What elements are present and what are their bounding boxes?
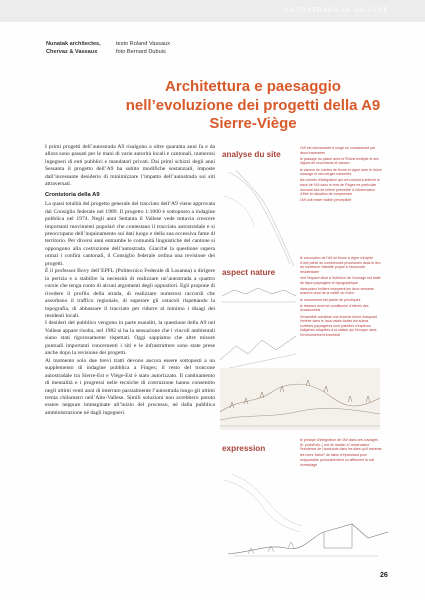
side-note: dans plans boîtiers insegnent les deux versants avant en aval de la vallée du rhône [300, 286, 374, 296]
side-note: vert l’espace situé à l’intérieur de l’ouvrage est traité de façon paysagère et topographique [300, 275, 381, 285]
credits-roles [116, 40, 170, 56]
side-note: l’A9 est chevauchée à rouge en concatenant par deux traversées [300, 146, 376, 155]
role-line-1: testo Roland Vassaux [116, 41, 171, 47]
side-note: le principe d’intégration de l’A9 dans ces ouvrages (tr. portail etc.,) est de résider à l’observateur l’existence de l’autoroute dans les sites qu’il traverse [300, 438, 382, 452]
notes-expression [300, 438, 382, 469]
sketch-tunnel-section [228, 514, 388, 560]
header-band [0, 0, 425, 22]
notes-analyse [300, 146, 382, 205]
header-band-text: AUTOSTRADA A9 VALLESE [284, 7, 389, 14]
role-line-2: foto Bernard Dubuis [116, 49, 166, 55]
body-subheading: Cronistoria della A9 [45, 191, 100, 198]
body-paragraph-5: Al momento solo due brevi tratti devono ancora essere sottoposti a un supplemento di indagine pubblica a Finges; il resto del troncone autostradale tra Sierre-Est e Viège-Est è stato autorizzato. Il cambiamento di mentalità e i progressi nelle tecniche di costruzione hanno consentito negli ultimi venti anni di interrare parzialmente l’autostrada lungo gli ultimi trenta chilometri nell’Alto-Vallese. Simili soluzioni non avrebbero potuto essere neppure immaginate all’inizio del processo, né dalla pubblica amministrazione né dagli ingegneri. [45, 357, 215, 416]
article-body [45, 144, 215, 417]
sketch-site-plan [222, 166, 296, 270]
side-note: le mouvement est planté de preutiques [300, 297, 361, 302]
side-note: l’ensemble constitue une énorme forme marquant l’entrée dans le haut-valais toutes les autres surfaces paysagères sont plantées d’espèces indigènes adaptées à la station qui l’évoque dans l’environnement immédiat [300, 314, 378, 337]
section-label-aspect-nature: aspect nature [222, 268, 276, 277]
sketch-landscape-section [220, 368, 380, 430]
notes-aspect-nature [300, 256, 382, 339]
section-label-expression: expression [222, 444, 266, 453]
body-paragraph-2: La quasi totalità del progetto generale del tracciato dell’A9 viene approvata dal Consiglio federale nel 1989. Il progetto 1:1000 è sottoposto a indagine pubblica nel 1974. Negli anni Settanta il Vallese vede tuttavia crescere importanti movimenti popolari che contestano il tracciato autostradale e si preoccupano dell’inquinamento sui dati luogo e della sua eccessiva fame di territorio. Per diversi anni entrambe le comunità linguistiche del cantone si oppongono alla costruzione dell’autostrada. Giacché la questione supera ormai i confini cantonali, il Consiglio federale ordina una revisione dei progetti. [45, 201, 215, 267]
credits [46, 40, 170, 56]
sketch-nature [218, 282, 298, 380]
side-note: le conception de l’A9 de thone à vigne s’inspire d’une partie du nombreuses procédurés dans le lieu du confessor l’identité propre à l’autoroute résidentiaire [300, 256, 381, 274]
authors-line-1: Nunatak architectes, [46, 41, 101, 47]
side-note: l’A9 doit rester visible perceptible [300, 198, 352, 203]
body-paragraph-4: I desideri del pubblico vengono in parte esauditi, la questione della A9 nel Vallese appare risolta, nel 1982 si ha la sensazione che i vincoli ambientali siano stati rigorosamente rispettati. Oggi sappiamo che altre misure puntuali importanti concernenti i siti e le infrastrutture sono state prese anche dopo la revisione dei progetti. [45, 320, 215, 357]
side-note: le passage du plaine avec le Rhône multiple et ses digues de mouchards et canaux [300, 156, 379, 166]
side-note: le réseaux aval est conditionné d’élevés des occasionnels [300, 303, 369, 313]
body-paragraph-1: I primi progetti dell’autostrada A9 risalgono a oltre quaranta anni fa e da allora sono passati per le mani di varie autorità locali e cantonali, numerosi ingegneri di enti pubblici e mandatari privati. Dai primi schizzi degli anni Sessanta il progetto dell’A9 ha subito modifiche sostanziali, imposte dall’incessante desiderio di minimizzare l’impatto dell’autostrada sui siti attraversati. [45, 144, 215, 188]
side-note: les murs “laboir” de laiton d’épandrant pour réapparaître ponctuellement ou affleurent la soil immédiage [300, 453, 375, 467]
article-title: Architettura e paesaggio nell’evoluzione dei progetti della A9 Sierre-Viège [125, 78, 381, 132]
section-label-analyse: analyse du site [222, 150, 281, 159]
credits-authors [46, 40, 116, 56]
side-note: les cohorts d’intégration qui ont conduit à enlever le tracé de l’A9 dans le bois de Finges ne particulier donnant tout de même permettre à l’observateur d’être en situation de comprendre [300, 178, 380, 197]
authors-line-2: Chervaz & Vassaux [46, 49, 98, 55]
side-note: le canevé de voirées de thone et vigne avec le rhône sauvage et ses berges naturelles [300, 167, 382, 177]
page-number: 26 [380, 572, 388, 579]
body-paragraph-3: È il professor Bovy dell’EPFL (Politecnico Federale di Losanna) a dirigere la perizia e a stabilire la necessità di realizzare un’autostrada a quattro corsie che tenga conto di alcuni argomenti degli oppositori. Egli propone di rivedere il profilo della strada, di realizzare numerosi raccordi che assorbano il traffico regionale, di superare gli ostacoli rispettando la topografia, di abbassare il tracciato per ridurre al minimo i disagi dei residenti locali. [45, 268, 215, 319]
